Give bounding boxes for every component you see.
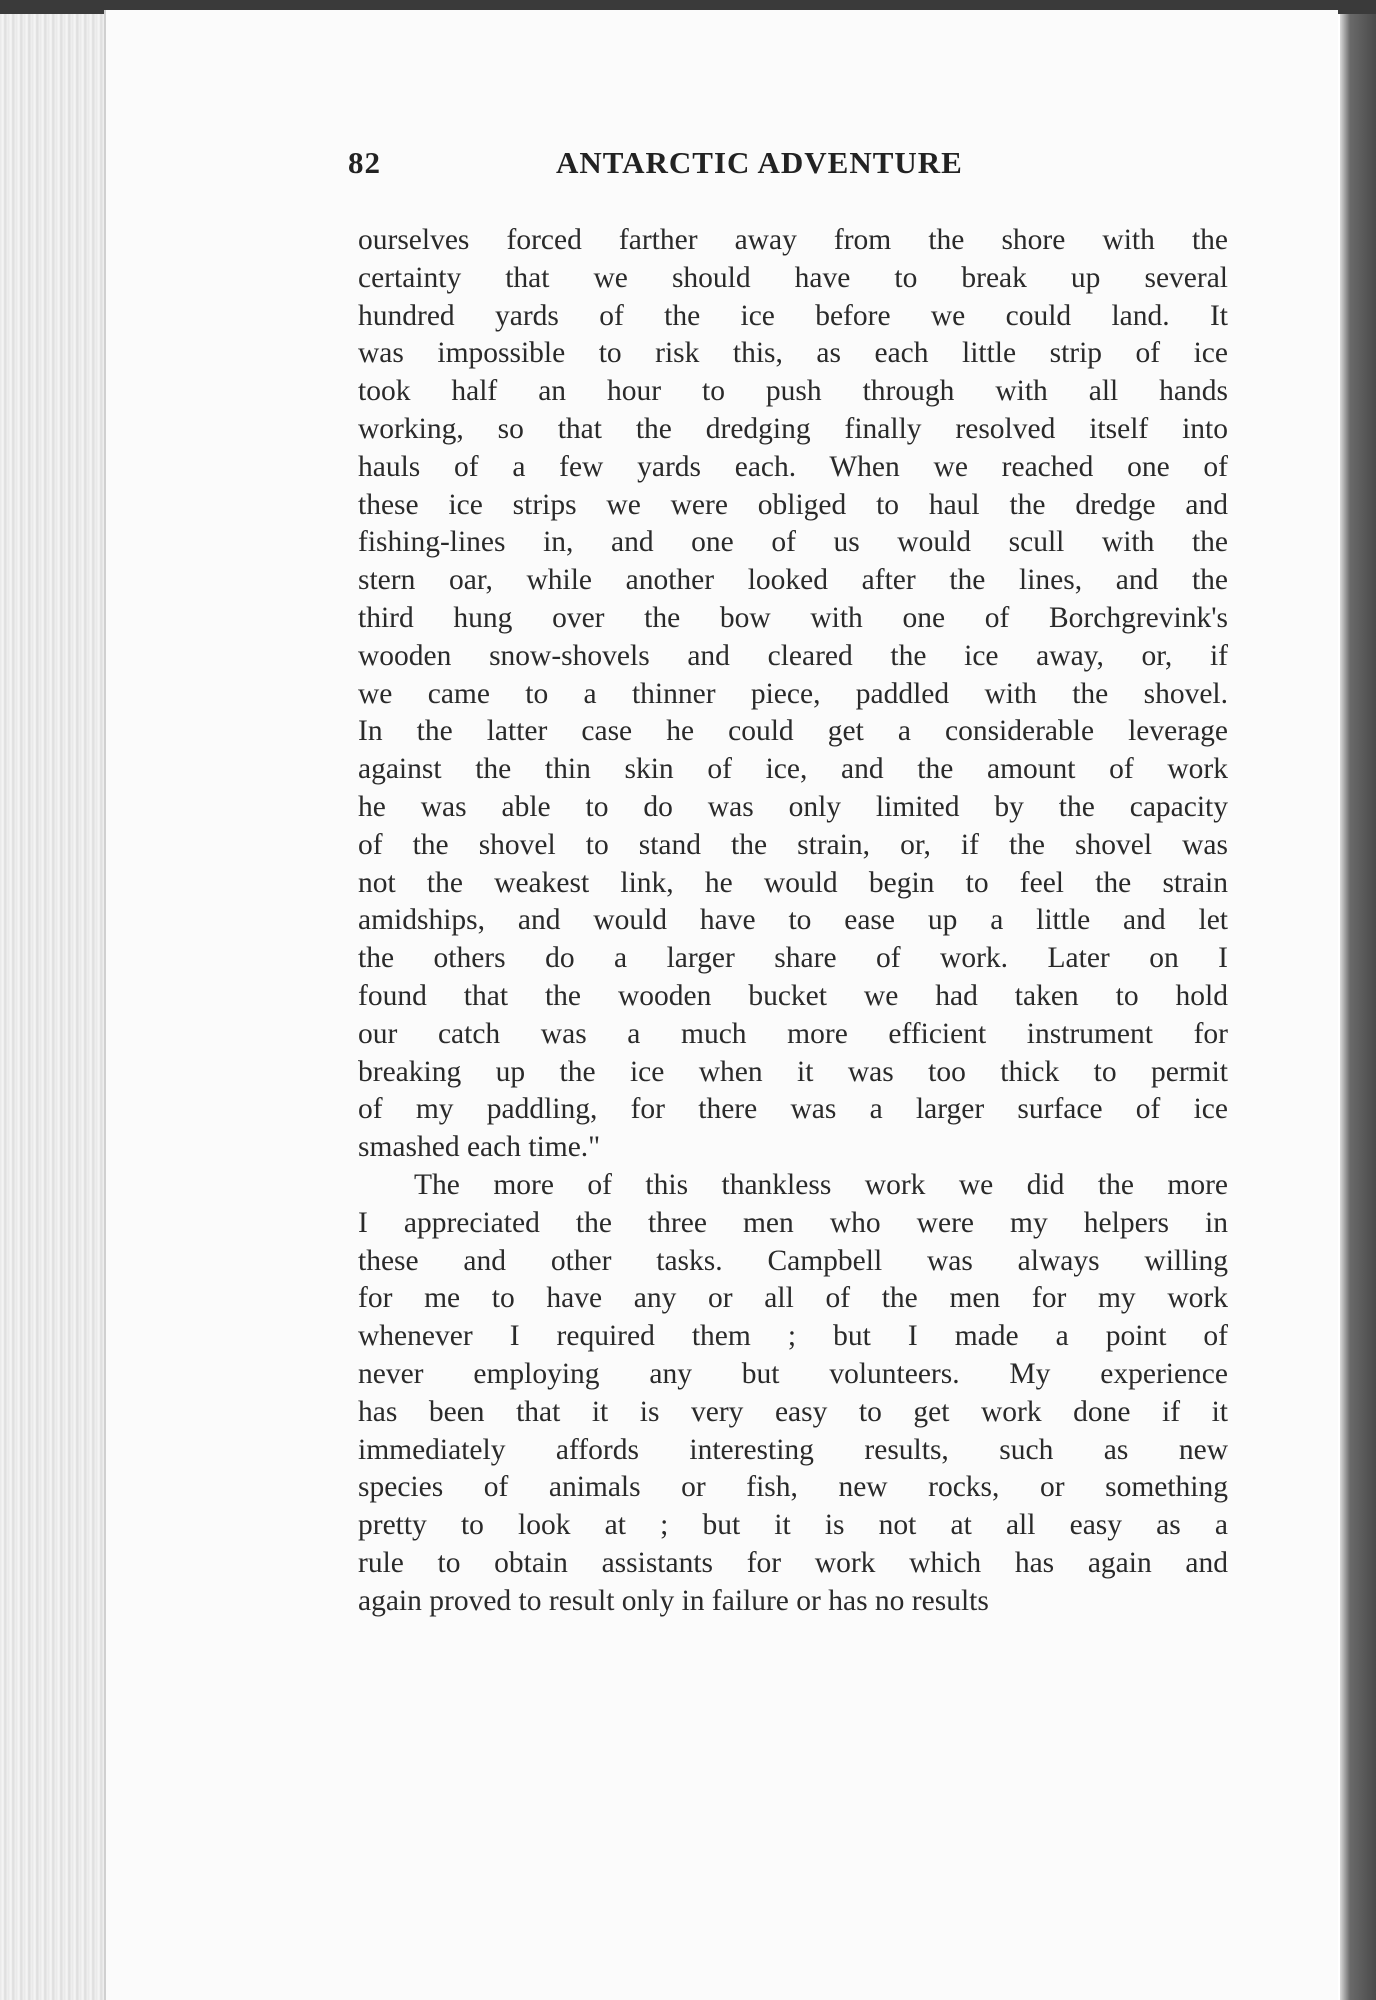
text-line: of the shovel to stand the strain, or, if the shovel was <box>358 828 1228 861</box>
text-line: again proved to result only in failure or has no results <box>358 1584 989 1617</box>
text-line: stern oar, while another looked after the lines, and the <box>358 564 1228 597</box>
text-line: these ice strips we were obliged to haul the dredge and <box>358 488 1228 521</box>
text-line: took half an hour to push through with all hands <box>358 375 1228 408</box>
text-line: these and other tasks. Campbell was always willing <box>358 1244 1228 1277</box>
text-line: ourselves forced farther away from the shore with the <box>358 224 1228 256</box>
text-line: In the latter case he could get a considerable leverage <box>358 715 1228 748</box>
text-line: we came to a thinner piece, paddled with the shovel. <box>358 677 1228 710</box>
text-line: was impossible to risk this, as each little strip of ice <box>358 337 1228 370</box>
text-line: certainty that we should have to break up several <box>358 261 1228 294</box>
text-line: smashed each time." <box>358 1131 601 1164</box>
paragraph-2 <box>358 1167 1228 1621</box>
text-line: against the thin skin of ice, and the amount of work <box>358 753 1228 786</box>
page-number: 82 <box>348 145 381 180</box>
text-line: I appreciated the three men who were my helpers in <box>358 1206 1228 1239</box>
text-line: breaking up the ice when it was too thick to permit <box>358 1055 1228 1088</box>
text-line: rule to obtain assistants for work which has again and <box>358 1546 1228 1579</box>
text-line: not the weakest link, he would begin to feel the strain <box>358 866 1228 899</box>
text-line: hauls of a few yards each. When we reached one of <box>358 450 1228 483</box>
text-line: working, so that the dredging finally resolved itself into <box>358 412 1228 445</box>
text-line: wooden snow-shovels and cleared the ice away, or, if <box>358 639 1228 672</box>
body-text <box>358 222 1228 1620</box>
text-line: he was able to do was only limited by the capacity <box>358 790 1228 823</box>
text-line: immediately affords interesting results, such as new <box>358 1433 1228 1466</box>
text-line: third hung over the bow with one of Borchgrevink's <box>358 601 1228 634</box>
text-line: amidships, and would have to ease up a little and let <box>358 904 1228 937</box>
text-line: the others do a larger share of work. Later on I <box>358 942 1228 975</box>
text-line: species of animals or fish, new rocks, or something <box>358 1471 1228 1504</box>
text-line: The more of this thankless work we did the more <box>414 1168 1228 1201</box>
book-title: ANTARCTIC ADVENTURE <box>556 145 963 180</box>
paragraph-1 <box>358 222 1228 1167</box>
text-line: has been that it is very easy to get work done if it <box>358 1395 1228 1428</box>
text-line: for me to have any or all of the men for my work <box>358 1282 1228 1315</box>
text-line: fishing-lines in, and one of us would scull with the <box>358 526 1228 559</box>
book-spine-shadow <box>1340 14 1376 2000</box>
running-head <box>348 145 1008 185</box>
text-line: our catch was a much more efficient instrument for <box>358 1017 1228 1050</box>
text-line: found that the wooden bucket we had taken to hold <box>358 979 1228 1012</box>
text-line: hundred yards of the ice before we could land. It <box>358 299 1228 332</box>
text-line: whenever I required them ; but I made a point of <box>358 1320 1228 1353</box>
text-line: of my paddling, for there was a larger surface of ice <box>358 1093 1228 1126</box>
book-page-edges <box>0 14 110 2000</box>
text-line: pretty to look at ; but it is not at all easy as a <box>358 1509 1228 1542</box>
text-line: never employing any but volunteers. My experience <box>358 1357 1228 1390</box>
